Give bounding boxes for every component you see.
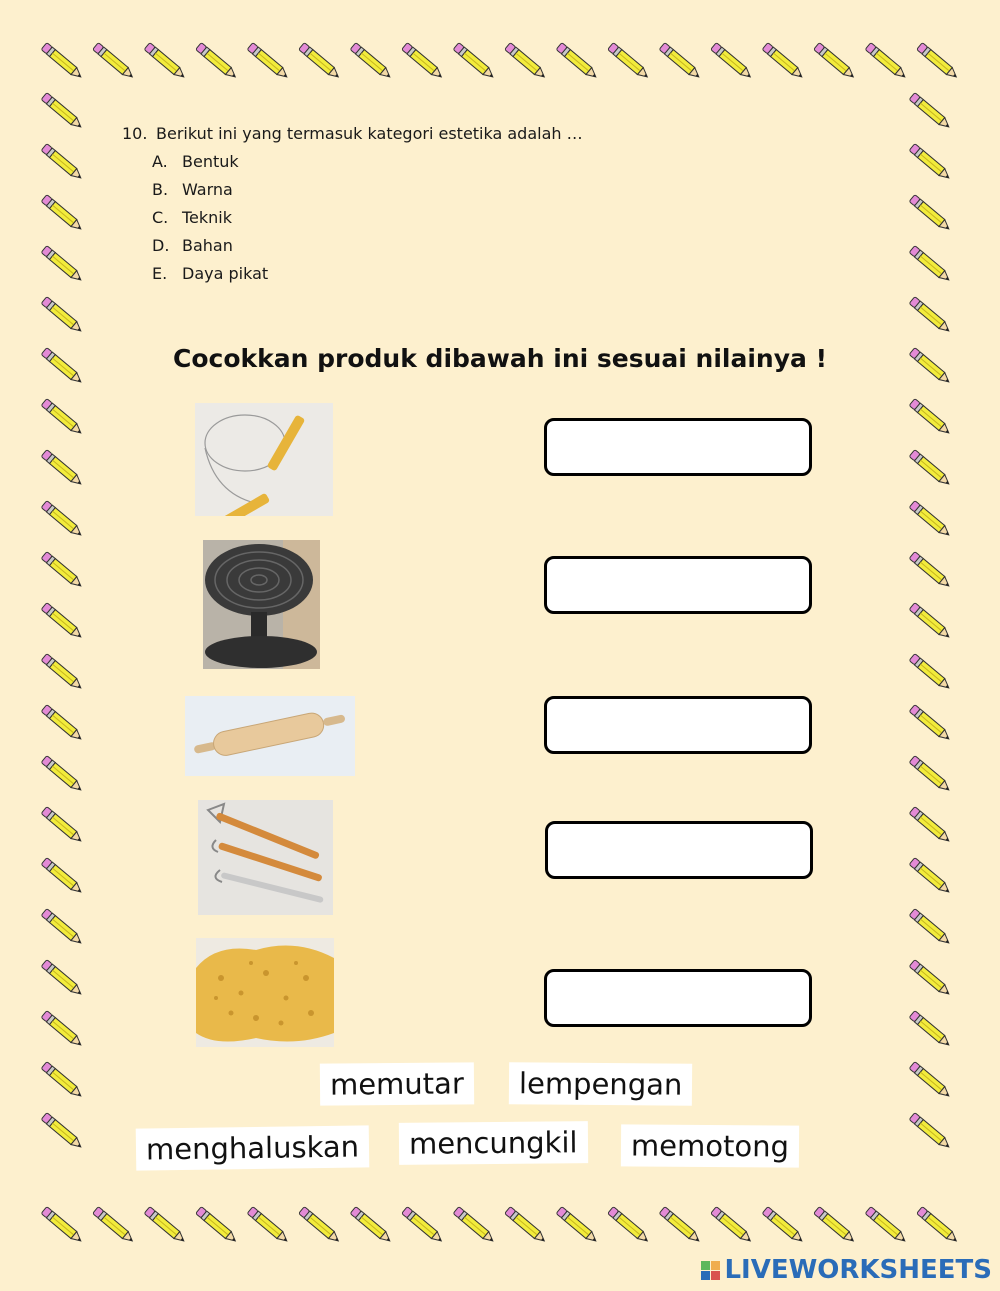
answer-options	[152, 148, 583, 288]
pencil-icon	[41, 807, 84, 845]
option-a[interactable]	[152, 148, 583, 176]
pencil-icon	[453, 1207, 496, 1245]
logo-blocks-icon	[701, 1261, 720, 1280]
pencil-icon	[909, 246, 952, 284]
pencil-icon	[41, 1113, 84, 1151]
pencil-icon	[762, 1207, 805, 1245]
pencil-icon	[41, 960, 84, 998]
pencil-icon	[505, 1207, 548, 1245]
pencil-icon	[865, 43, 908, 81]
pencil-icon	[909, 1011, 952, 1049]
pencil-icon	[299, 43, 342, 81]
rolling-pin-image	[185, 696, 355, 776]
pencil-icon	[41, 1062, 84, 1100]
pencil-icon	[247, 1207, 290, 1245]
pencil-icon	[909, 807, 952, 845]
pencil-icon	[909, 552, 952, 590]
answer-box-3[interactable]	[544, 696, 812, 754]
pencil-icon	[41, 399, 84, 437]
pencil-icon	[41, 246, 84, 284]
pencil-icon	[41, 450, 84, 488]
question-line	[122, 120, 583, 148]
pencil-icon	[41, 705, 84, 743]
answer-box-5[interactable]	[544, 969, 812, 1027]
pencil-icon	[711, 43, 754, 81]
answer-box-4[interactable]	[545, 821, 813, 879]
option-text: Teknik	[182, 208, 233, 227]
option-letter: B.	[152, 180, 169, 199]
pencil-icon	[659, 43, 702, 81]
pencil-icon	[556, 1207, 599, 1245]
pencil-icon	[402, 43, 445, 81]
pencil-icon	[41, 43, 84, 81]
pencil-icon	[556, 43, 599, 81]
question-block	[122, 120, 583, 288]
sponge-image	[196, 938, 334, 1047]
pencil-icon	[909, 654, 952, 692]
pencil-icon	[350, 1207, 393, 1245]
pencil-icon	[711, 1207, 754, 1245]
option-letter: E.	[152, 264, 168, 283]
pencil-icon	[909, 93, 952, 131]
pencil-icon	[762, 43, 805, 81]
loop-tools-image	[198, 800, 333, 915]
option-c[interactable]	[152, 204, 583, 232]
pencil-icon	[909, 705, 952, 743]
pencil-icon	[659, 1207, 702, 1245]
option-letter: C.	[152, 208, 169, 227]
pencil-icon	[909, 195, 952, 233]
pencil-icon	[41, 756, 84, 794]
pencil-icon	[41, 1011, 84, 1049]
logo-text: LIVEWORKSHEETS	[724, 1255, 992, 1285]
pencil-icon	[909, 909, 952, 947]
pencil-icon	[41, 144, 84, 182]
pencil-icon	[909, 144, 952, 182]
option-letter: A.	[152, 152, 168, 171]
option-d[interactable]	[152, 232, 583, 260]
liveworksheets-logo	[701, 1255, 992, 1285]
pencil-icon	[453, 43, 496, 81]
option-text: Warna	[182, 180, 233, 199]
pencil-icon	[909, 399, 952, 437]
pencil-icon	[41, 909, 84, 947]
pencil-icon	[299, 1207, 342, 1245]
pencil-icon	[909, 960, 952, 998]
pencil-icon	[41, 603, 84, 641]
option-text: Daya pikat	[182, 264, 269, 283]
pottery-turntable-image	[203, 540, 320, 669]
word-lempengan[interactable]: lempengan	[509, 1062, 693, 1106]
option-text: Bahan	[182, 236, 233, 255]
pencil-icon	[41, 552, 84, 590]
wire-clay-cutter-image	[195, 403, 333, 516]
option-text: Bentuk	[182, 152, 239, 171]
pencil-icon	[909, 603, 952, 641]
pencil-icon	[350, 43, 393, 81]
pencil-icon	[41, 93, 84, 131]
option-b[interactable]	[152, 176, 583, 204]
pencil-icon	[865, 1207, 908, 1245]
pencil-icon	[909, 1113, 952, 1151]
pencil-icon	[144, 1207, 187, 1245]
pencil-icon	[917, 1207, 960, 1245]
pencil-icon	[196, 43, 239, 81]
answer-box-1[interactable]	[544, 418, 812, 476]
pencil-icon	[917, 43, 960, 81]
section-heading: Cocokkan produk dibawah ini sesuai nilainya !	[172, 344, 827, 373]
pencil-icon	[41, 297, 84, 335]
pencil-icon	[608, 43, 651, 81]
word-mencungkil[interactable]: mencungkil	[399, 1121, 588, 1165]
pencil-icon	[144, 43, 187, 81]
pencil-icon	[909, 450, 952, 488]
pencil-icon	[41, 858, 84, 896]
pencil-icon	[909, 501, 952, 539]
word-memotong[interactable]: memotong	[621, 1124, 799, 1167]
word-memutar[interactable]: memutar	[320, 1062, 474, 1105]
pencil-icon	[909, 858, 952, 896]
pencil-icon	[93, 1207, 136, 1245]
pencil-icon	[909, 756, 952, 794]
answer-box-2[interactable]	[544, 556, 812, 614]
pencil-icon	[41, 654, 84, 692]
word-menghaluskan[interactable]: menghaluskan	[136, 1125, 370, 1170]
pencil-icon	[93, 43, 136, 81]
pencil-icon	[909, 297, 952, 335]
pencil-icon	[505, 43, 548, 81]
pencil-icon	[247, 43, 290, 81]
question-number: 10.	[122, 124, 148, 143]
pencil-icon	[41, 501, 84, 539]
question-text: Berikut ini yang termasuk kategori estetika adalah …	[156, 124, 583, 143]
pencil-icon	[814, 1207, 857, 1245]
pencil-icon	[402, 1207, 445, 1245]
pencil-icon	[909, 1062, 952, 1100]
option-e[interactable]	[152, 260, 583, 288]
pencil-icon	[196, 1207, 239, 1245]
pencil-icon	[41, 195, 84, 233]
pencil-icon	[41, 1207, 84, 1245]
pencil-icon	[608, 1207, 651, 1245]
pencil-icon	[814, 43, 857, 81]
option-letter: D.	[152, 236, 170, 255]
